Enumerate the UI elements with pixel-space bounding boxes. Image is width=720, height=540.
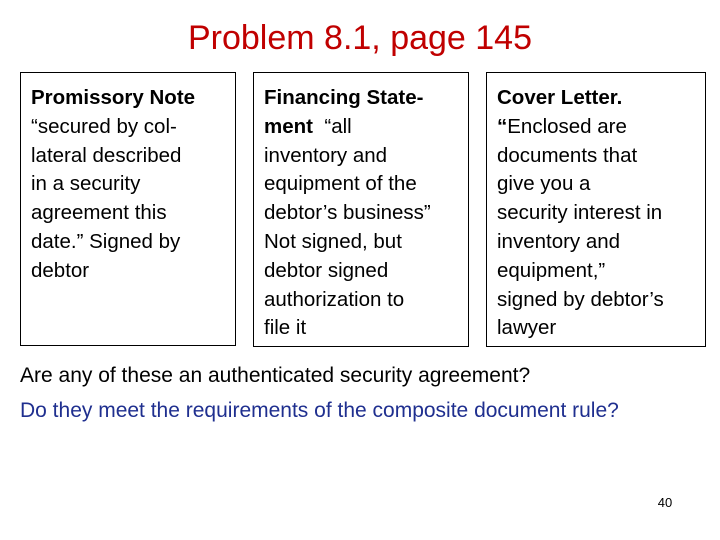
question-authenticated-agreement: Are any of these an authenticated security agreement?	[20, 364, 531, 387]
box-text-fragment: Enclosed are	[507, 114, 627, 138]
promissory-note-box	[20, 72, 236, 346]
question-composite-document-rule: Do they meet the requirements of the composite document rule?	[20, 399, 619, 422]
box-text-line: Not signed, but	[264, 229, 402, 253]
box-text-line: “secured by col-	[31, 114, 177, 138]
box-text-line: debtor’s business”	[264, 201, 431, 225]
financing-statement-heading-end: ment	[264, 114, 313, 138]
box-text-line: documents that	[497, 143, 638, 167]
cover-letter-box	[486, 72, 706, 347]
box-text-line: in a security	[31, 172, 141, 196]
box-text-line: security interest in	[497, 201, 663, 225]
box-text-line: signed by debtor’s	[497, 287, 664, 311]
box-text-line: date.” Signed by	[31, 229, 181, 253]
open-quote-mark: “	[497, 114, 508, 138]
promissory-note-heading: Promissory Note	[31, 86, 196, 109]
box-text-line: lateral described	[31, 143, 182, 167]
box-text-line: equipment,”	[497, 258, 606, 282]
page-number: 40	[657, 495, 673, 510]
box-text-line: inventory and	[497, 229, 621, 253]
box-text-fragment: “all	[312, 114, 352, 138]
box-text-line: agreement this	[31, 201, 167, 225]
box-text-line: lawyer	[497, 316, 557, 340]
cover-letter-heading: Cover Letter.	[497, 86, 623, 109]
box-text-line: equipment of the	[264, 172, 417, 196]
financing-statement-heading: Financing State-	[264, 86, 424, 109]
box-text-line: authorization to	[264, 287, 405, 311]
slide-title: Problem 8.1, page 145	[187, 19, 533, 57]
financing-statement-box	[253, 72, 469, 347]
box-text-line: give you a	[497, 172, 591, 196]
box-text-line: debtor	[31, 258, 90, 282]
box-text-line: inventory and	[264, 143, 388, 167]
box-text-line: file it	[264, 316, 307, 340]
box-text-line: debtor signed	[264, 258, 389, 282]
